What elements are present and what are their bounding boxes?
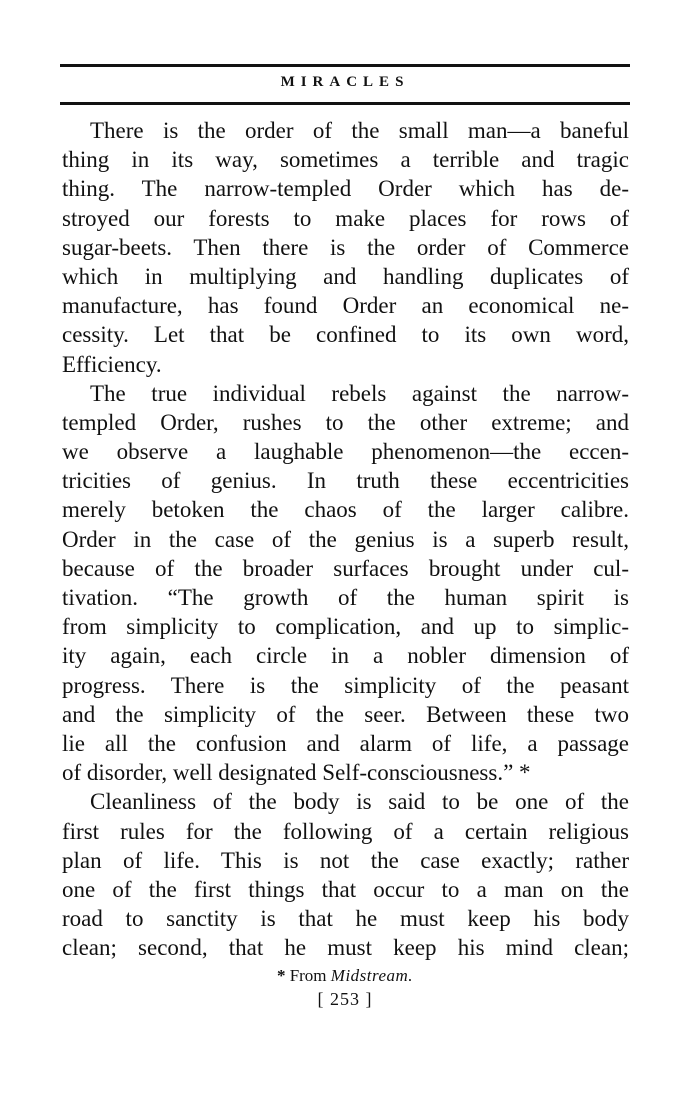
body-line: stroyed our forests to make places for rows of <box>62 205 629 231</box>
body-line: which in multiplying and handling duplicates of <box>62 263 629 289</box>
body-line: of disorder, well designated Self-consciousness.” * <box>62 760 531 786</box>
body-line: thing. The narrow-templed Order which has de- <box>62 176 629 202</box>
body-line: road to sanctity is that he must keep his body <box>62 906 629 932</box>
page-number: [ 253 ] <box>317 989 373 1009</box>
body-line: manufacture, has found Order an economical ne- <box>62 293 629 319</box>
body-line: tricities of genius. In truth these eccentricities <box>62 468 629 494</box>
body-line: clean; second, that he must keep his mind clean; <box>62 935 629 961</box>
body-text <box>62 116 629 962</box>
body-line: plan of life. This is not the case exactly; rather <box>62 847 629 873</box>
body-line: ity again, each circle in a nobler dimension of <box>62 643 629 669</box>
header-rule-top <box>60 64 630 67</box>
body-line: templed Order, rushes to the other extreme; and <box>62 409 629 435</box>
body-line: thing in its way, sometimes a terrible and tragic <box>62 147 629 173</box>
body-line: Order in the case of the genius is a superb result, <box>62 526 629 552</box>
body-line: progress. There is the simplicity of the peasant <box>62 672 629 698</box>
body-line: cessity. Let that be confined to its own word, <box>62 322 629 348</box>
body-line: from simplicity to complication, and up to simplic- <box>62 614 629 640</box>
body-line: The true individual rebels against the narrow- <box>90 380 629 406</box>
body-line: merely betoken the chaos of the larger calibre. <box>62 497 629 523</box>
body-line: lie all the confusion and alarm of life, a passage <box>62 730 629 756</box>
body-line: tivation. “The growth of the human spirit is <box>62 585 629 610</box>
body-line: because of the broader surfaces brought under cul- <box>62 555 629 581</box>
body-line: and the simplicity of the seer. Between these two <box>62 701 629 727</box>
footnote-prefix: From <box>289 966 327 985</box>
body-line: we observe a laughable phenomenon—the eccen- <box>62 439 629 465</box>
footnote-source: Midstream. <box>330 966 414 985</box>
body-line: one of the first things that occur to a man on the <box>62 876 629 902</box>
footnote-marker: * <box>276 966 286 985</box>
body-line: Efficiency. <box>62 351 162 377</box>
running-head: MIRACLES <box>280 74 410 90</box>
body-line: There is the order of the small man—a baneful <box>90 118 629 143</box>
body-line: Cleanliness of the body is said to be one of the <box>90 789 629 815</box>
footnote <box>60 966 630 986</box>
header-rule-bottom <box>60 102 630 105</box>
body-line: sugar-beets. Then there is the order of Commerce <box>62 234 629 260</box>
body-line: first rules for the following of a certain religious <box>62 818 629 844</box>
